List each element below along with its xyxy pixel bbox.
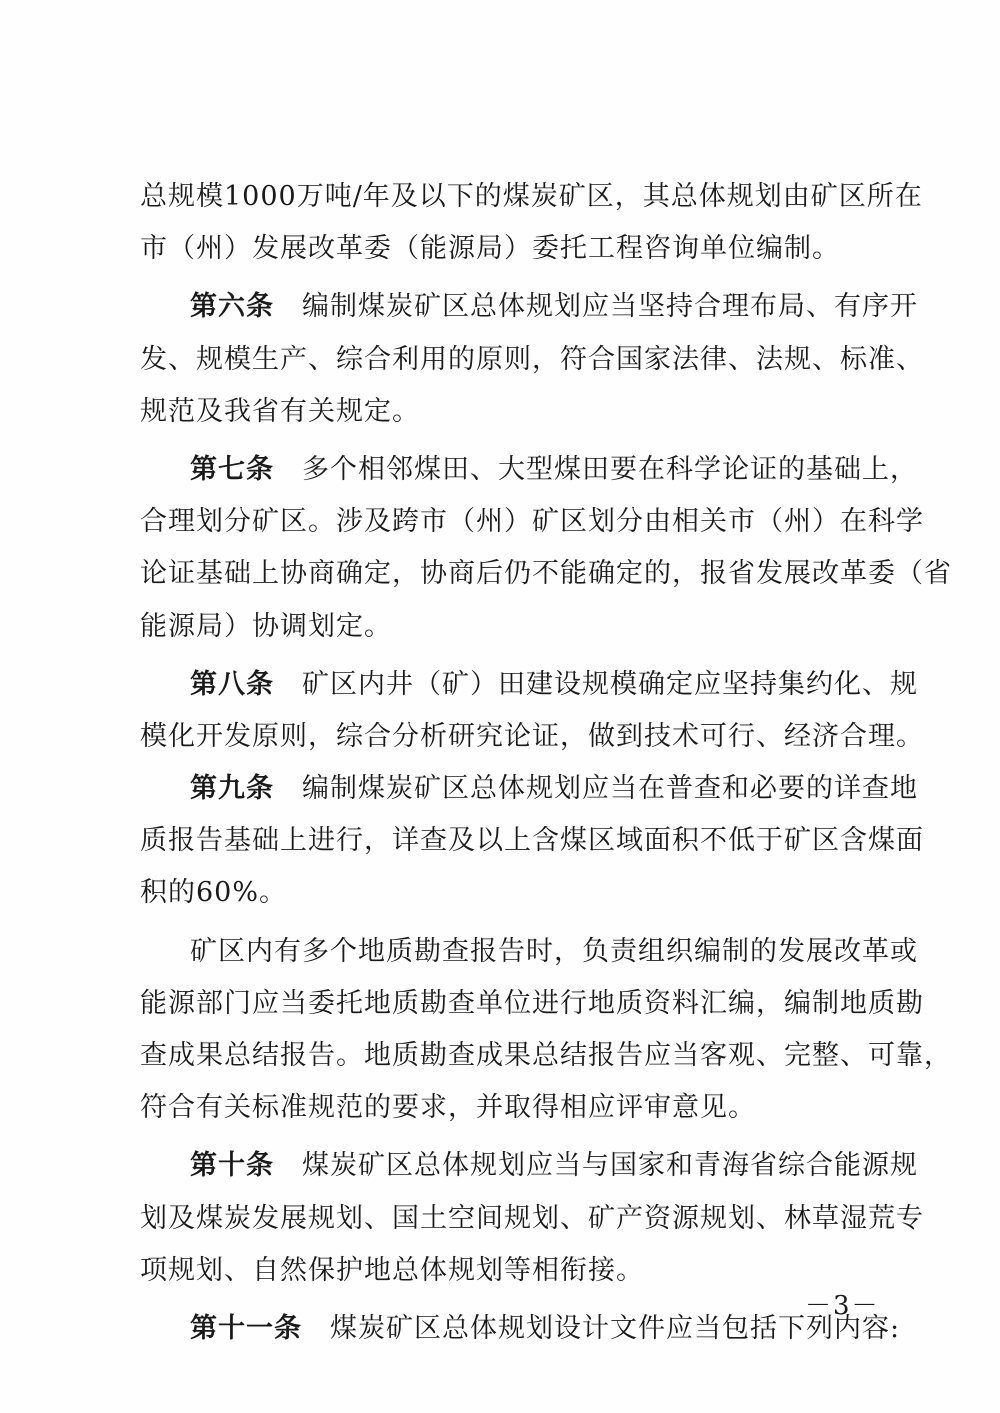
- text-line: 能源部门应当委托地质勘查单位进行地质资料汇编，编制地质勘: [140, 987, 924, 1019]
- text-line: 合理划分矿区。涉及跨市（州）矿区划分由相关市（州）在科学: [140, 506, 924, 538]
- article-text: 煤炭矿区总体规划设计文件应当包括下列内容:: [330, 1312, 901, 1344]
- article-10-line: [140, 1145, 918, 1197]
- text-line: 符合有关标准规范的要求，并取得相应评审意见。: [140, 1092, 756, 1124]
- text-line: 论证基础上协商确定，协商后仍不能确定的，报省发展改革委（省: [140, 558, 952, 590]
- text-line: 矿区内有多个地质勘查报告时，负责组织编制的发展改革或: [190, 935, 918, 967]
- article-text: 编制煤炭矿区总体规划应当在普查和必要的详查地: [302, 773, 918, 805]
- text-line: 模化开发原则，综合分析研究论证，做到技术可行、经济合理。: [140, 720, 924, 752]
- article-8-line: [140, 664, 918, 716]
- body-text: [140, 176, 952, 1360]
- text-line: 发、规模生产、综合利用的原则，符合国家法律、法规、标准、: [140, 343, 924, 375]
- article-heading: 第十条: [190, 1150, 274, 1182]
- page-number: －3－: [805, 1291, 880, 1321]
- text-line: 积的60%。: [140, 877, 288, 909]
- text-line: 规范及我省有关规定。: [140, 395, 420, 427]
- article-text: 矿区内井（矿）田建设规模确定应坚持集约化、规: [302, 668, 918, 700]
- text-line: 质报告基础上进行，详查及以上含煤区域面积不低于矿区含煤面: [140, 825, 924, 857]
- text-line: 划及煤炭发展规划、国土空间规划、矿产资源规划、林草湿荒专: [140, 1202, 924, 1234]
- article-6-line: [140, 286, 918, 338]
- article-heading: 第十一条: [190, 1312, 302, 1344]
- article-heading: 第六条: [190, 291, 274, 323]
- article-text: 多个相邻煤田、大型煤田要在科学论证的基础上，: [302, 453, 918, 485]
- article-heading: 第八条: [190, 668, 274, 700]
- article-text: 编制煤炭矿区总体规划应当坚持合理布局、有序开: [302, 291, 918, 323]
- article-9-line: [140, 768, 918, 820]
- article-heading: 第七条: [190, 453, 274, 485]
- article-text: 煤炭矿区总体规划应当与国家和青海省综合能源规: [302, 1150, 918, 1182]
- text-line: 项规划、自然保护地总体规划等相衔接。: [140, 1254, 644, 1286]
- article-7-line: [140, 449, 918, 501]
- text-line: 市（州）发展改革委（能源局）委托工程咨询单位编制。: [140, 233, 840, 265]
- text-line: 能源局）协调划定。: [140, 610, 392, 642]
- article-11-line: [140, 1308, 901, 1360]
- text-line: 总规模1000万吨/年及以下的煤炭矿区，其总体规划由矿区所在: [140, 181, 923, 212]
- article-heading: 第九条: [190, 773, 274, 805]
- text-line: 查成果总结报告。地质勘查成果总结报告应当客观、完整、可靠，: [140, 1040, 952, 1071]
